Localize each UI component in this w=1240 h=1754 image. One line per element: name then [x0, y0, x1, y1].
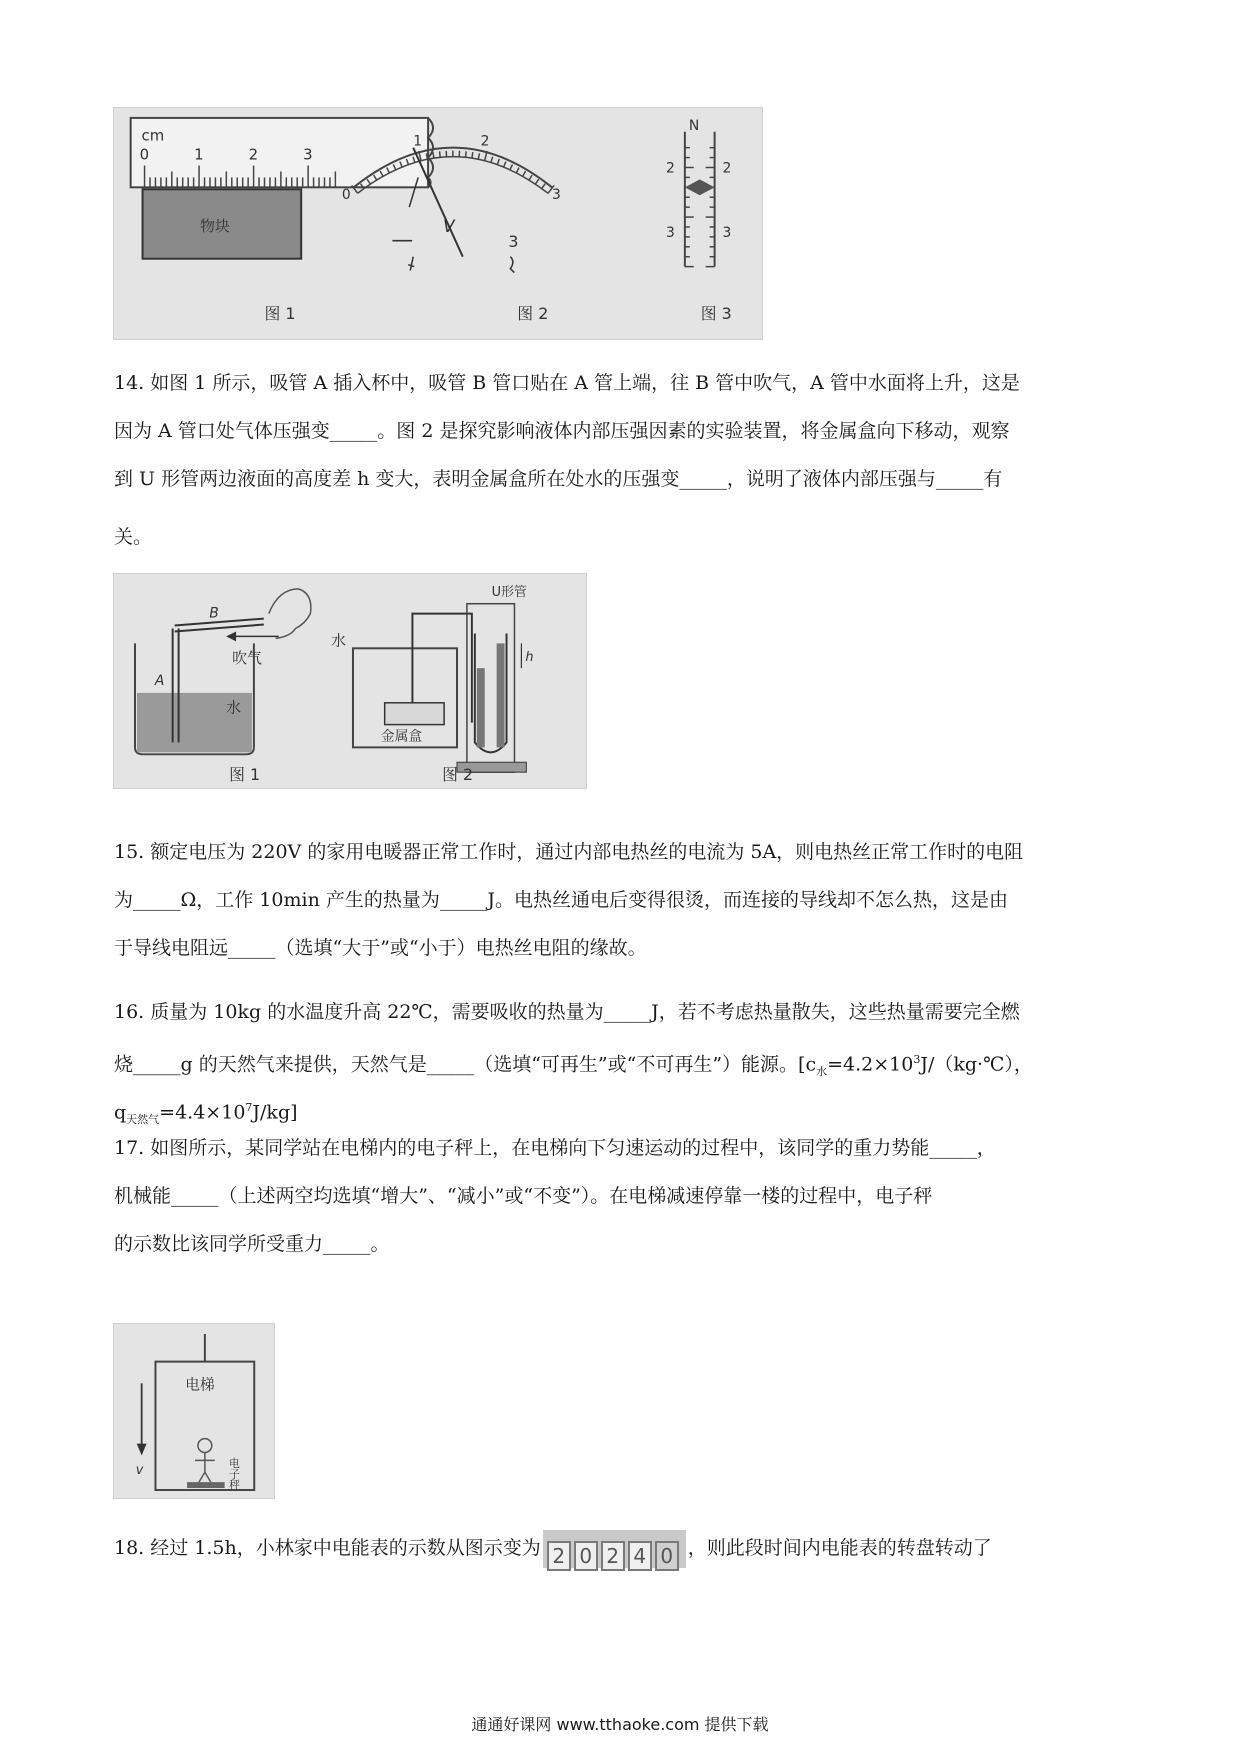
voltmeter-tick [478, 153, 479, 159]
ruler-label-0: 0 [139, 145, 150, 164]
q14-line-2: 因为 A 管口处气体压强变_____。图 2 是探究影响液体内部压强因素的实验装置，将金属盒向下移动，观察 [114, 420, 1010, 442]
voltmeter-tick [491, 157, 493, 163]
scale-label: 电子秤 [227, 1457, 241, 1491]
q14-line-3: 到 U 形管两边液面的高度差 h 变大，表明金属盒所在处水的压强变_____，说明了液体内部压强与_____有 [114, 468, 1003, 490]
question-17 [114, 1124, 1134, 1268]
voltmeter-tick [497, 159, 499, 165]
q16-line-2-a: 烧_____g 的天然气来提供，天然气是_____（选填“可再生”或“不可再生”）能源。[c [114, 1053, 817, 1076]
q15-line-3: 于导线电阻远_____（选填“大于”或“小于）电热丝电阻的缘故。 [114, 937, 647, 959]
caption-fig3: 图 3 [700, 304, 732, 324]
caption-fig1: 图 1 [264, 304, 296, 324]
q14-line-1: 14. 如图 1 所示，吸管 A 插入杯中，吸管 B 管口贴在 A 管上端，往 B 管中吹气，A 管中水面将上升，这是 [114, 372, 1020, 394]
elevator-title: 电梯 [185, 1376, 215, 1394]
q16-line-3-a: q [114, 1101, 127, 1124]
figure-measurement-instruments [113, 107, 763, 340]
spring-tick-left-3: 3 [666, 224, 675, 241]
voltmeter-tick [433, 152, 434, 158]
velocity-label: v [135, 1463, 144, 1479]
q16-line-3-b: =4.4×10 [159, 1101, 246, 1124]
meter-digit-5: 0 [655, 1541, 679, 1571]
person-head [198, 1439, 212, 1453]
voltmeter-symbol: V [442, 215, 455, 236]
voltmeter-tick [529, 175, 532, 180]
label-water-1: 水 [226, 698, 242, 717]
figure-q17-elevator [113, 1323, 275, 1499]
electronic-scale [187, 1482, 225, 1488]
metal-box [385, 703, 444, 725]
face [269, 589, 311, 639]
voltmeter-tick [542, 184, 545, 189]
measurement-instruments-drawing [114, 108, 762, 339]
label-h: h [525, 650, 534, 666]
q16-sub-water: 水 [816, 1065, 828, 1079]
label-blow: 吹气 [232, 649, 262, 668]
q16-line-2-b: =4.2×10 [827, 1053, 914, 1076]
q16-sub-gas: 天然气 [126, 1113, 160, 1127]
voltmeter-needle [413, 148, 463, 257]
q15-line-1: 15. 额定电压为 220V 的家用电暖器正常工作时，通过内部电热丝的电流为 5A，则电热丝正常工作时的电阻 [114, 841, 1024, 863]
label-water-2: 水 [331, 631, 347, 650]
figure-q14-pressure [113, 573, 587, 789]
question-14 [114, 359, 1134, 561]
question-15 [114, 828, 1134, 972]
voltmeter-tick [504, 162, 506, 168]
q16-line-1: 16. 质量为 10kg 的水温度升高 22℃，需要吸收的热量为_____J，若不考虑热量散失，这些热量需要完全燃 [114, 1001, 1020, 1023]
ruler-label-3: 3 [303, 145, 313, 164]
voltmeter-scale-1: 1 [413, 133, 423, 150]
elevator-drawing [114, 1324, 274, 1498]
energy-meter-reading [543, 1530, 686, 1568]
voltmeter-tick [523, 171, 526, 176]
q16-line-2-c: J/（kg·℃）， [920, 1053, 1033, 1076]
caption-q14-fig1: 图 1 [229, 765, 261, 785]
spring-scale-label: N [688, 117, 700, 134]
q17-line-2: 机械能_____（上述两空均选填“增大”、“减小”或“不变”）。在电梯减速停靠一楼的过程中，电子秤 [114, 1185, 933, 1207]
q16-line-3-c: J/kg] [252, 1101, 298, 1124]
q18-text-before: 18. 经过 1.5h，小林家中电能表的示数从图示变为 [114, 1537, 541, 1559]
ruler-label-1: 1 [194, 145, 204, 164]
voltmeter-tick [440, 151, 441, 157]
q14-line-4: 关。 [114, 526, 153, 548]
q16-line-2 [114, 1036, 1134, 1084]
meter-digit-1: 2 [547, 1541, 571, 1571]
q14-pressure-drawing [114, 574, 586, 788]
label-b: B [209, 605, 219, 622]
voltmeter-scale-2: 2 [480, 133, 490, 150]
voltmeter-terminal-3: 3 [508, 231, 519, 251]
meter-digit-3: 2 [601, 1541, 625, 1571]
spring-tick-right-2: 2 [722, 160, 732, 177]
spring-pointer [685, 179, 715, 195]
voltmeter-tick [535, 179, 538, 184]
voltmeter-terminal-minus: — [391, 227, 414, 253]
ruler-unit: cm [141, 126, 165, 145]
q15-line-2: 为_____Ω，工作 10min 产生的热量为_____J。电热丝通电后变得很烫，而连接的导线却不怎么热，这是由 [114, 889, 1008, 911]
q17-line-3: 的示数比该同学所受重力_____。 [114, 1233, 390, 1255]
question-18 [114, 1524, 1134, 1572]
voltmeter-tick [510, 164, 512, 169]
q16-sup-7: 7 [245, 1101, 253, 1114]
q17-line-1: 17. 如图所示，某同学站在电梯内的电子秤上，在电梯向下匀速运动的过程中，该同学的重力势能_____， [114, 1137, 996, 1159]
q16-sup-3: 3 [913, 1053, 921, 1066]
label-metal-box: 金属盒 [380, 728, 423, 745]
voltmeter-scale-3: 3 [552, 187, 561, 204]
caption-fig2: 图 2 [517, 304, 549, 324]
spring-tick-right-3: 3 [722, 224, 732, 241]
meter-digit-2: 0 [574, 1541, 598, 1571]
ruler-label-2: 2 [248, 145, 259, 164]
voltmeter-scale-0: 0 [341, 187, 351, 204]
label-a: A [154, 672, 165, 689]
voltmeter-tick [466, 151, 467, 157]
question-16 [114, 988, 1134, 1132]
q18-text-after: ，则此段时间内电能表的转盘转动了 [687, 1537, 992, 1559]
voltmeter-tick [472, 152, 473, 158]
straw-b [175, 619, 264, 626]
voltmeter-tick [516, 168, 519, 173]
page-footer: 通通好课网 www.tthaoke.com 提供下载 [471, 1715, 769, 1734]
block-label: 物块 [200, 216, 230, 235]
label-u-tube: U形管 [491, 584, 527, 600]
spring-tick-left-2: 2 [666, 160, 675, 177]
q18-line-1 [114, 1524, 1134, 1572]
caption-q14-fig2: 图 2 [442, 765, 474, 785]
meter-digit-4: 4 [628, 1541, 652, 1571]
